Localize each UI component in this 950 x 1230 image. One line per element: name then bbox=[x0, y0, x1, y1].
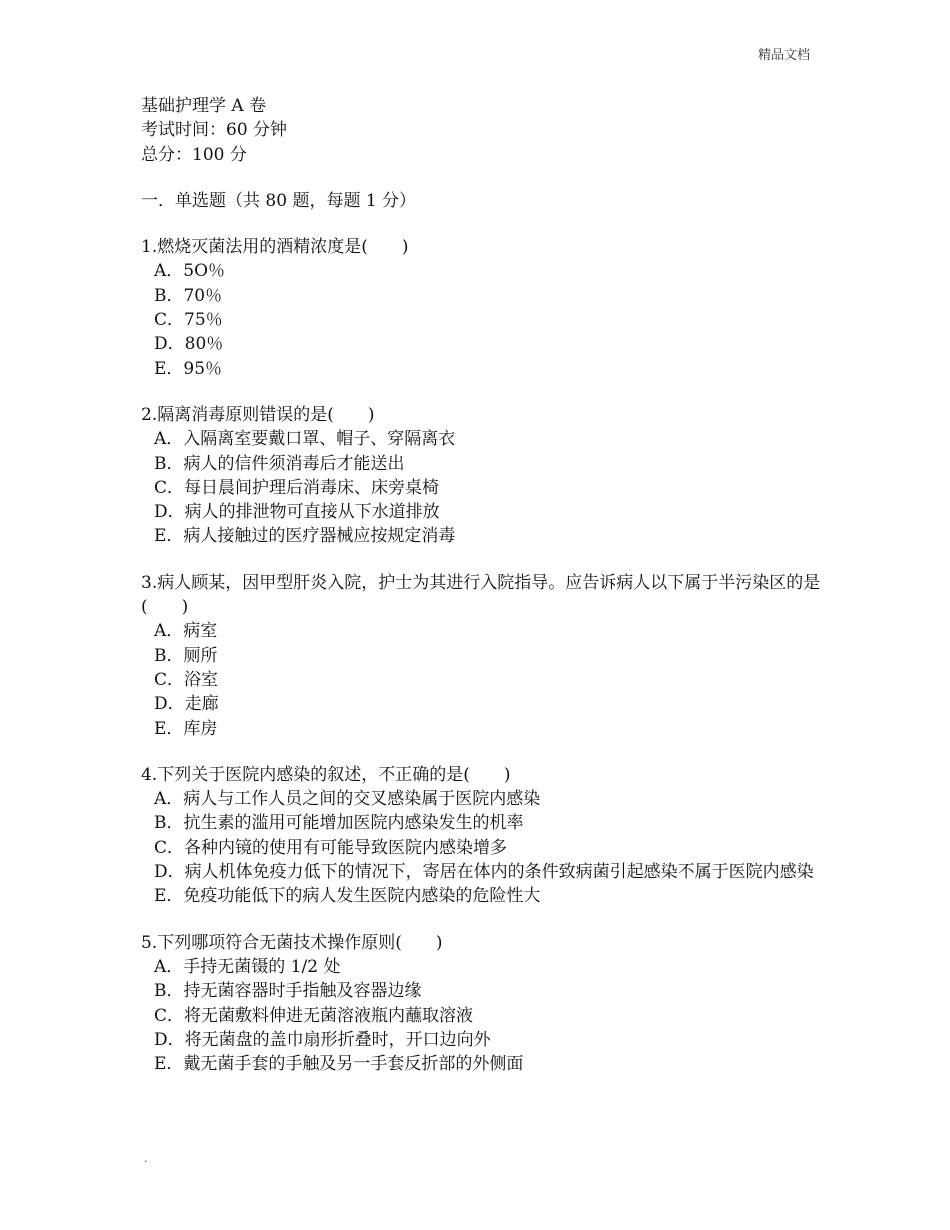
question-3 bbox=[141, 571, 821, 741]
option-a: A．病人与工作人员之间的交叉感染属于医院内感染 bbox=[154, 789, 541, 810]
question-2 bbox=[141, 403, 821, 549]
option-c: C．浴室 bbox=[154, 669, 219, 690]
document-header-mark: 精品文档 bbox=[757, 48, 810, 63]
option-c: C．75％ bbox=[154, 310, 223, 331]
option-d: D．走廊 bbox=[154, 694, 219, 715]
question-stem: 2.隔离消毒原则错误的是( ) bbox=[141, 404, 375, 425]
question-stem: 1.燃烧灭菌法用的酒精浓度是( ) bbox=[141, 237, 409, 258]
option-a: A．5O％ bbox=[154, 261, 226, 282]
option-b: B．厕所 bbox=[154, 645, 218, 666]
option-b: B．70％ bbox=[154, 285, 223, 306]
question-stem: 3.病人顾某，因甲型肝炎入院，护士为其进行入院指导。应告诉病人以下属于半污染区的是( ) bbox=[141, 572, 821, 618]
option-e: E．库房 bbox=[154, 718, 218, 739]
option-c: C．各种内镜的使用有可能导致医院内感染增多 bbox=[154, 837, 508, 858]
option-c: C．每日晨间护理后消毒床、床旁桌椅 bbox=[154, 477, 440, 498]
question-4 bbox=[141, 763, 821, 909]
option-a: A．手持无菌镊的 1/2 处 bbox=[154, 956, 341, 977]
option-d: D．80％ bbox=[154, 334, 224, 355]
exam-content bbox=[141, 94, 821, 1076]
exam-duration: 考试时间：60 分钟 bbox=[141, 120, 288, 141]
option-d: D．病人机体免疫力低下的情况下，寄居在体内的条件致病菌引起感染不属于医院内感染 bbox=[154, 862, 814, 883]
option-a: A．入隔离室要戴口罩、帽子、穿隔离衣 bbox=[154, 429, 456, 450]
option-c: C．将无菌敷料伸进无菌溶液瓶内蘸取溶液 bbox=[154, 1005, 474, 1026]
question-5 bbox=[141, 931, 821, 1077]
exam-meta bbox=[141, 94, 821, 167]
section-heading: 一．单选题（共 80 题，每题 1 分） bbox=[141, 190, 417, 211]
question-stem: 5.下列哪项符合无菌技术操作原则( ) bbox=[141, 932, 443, 953]
footer-dot: . bbox=[144, 1152, 148, 1165]
option-d: D．病人的排泄物可直接从下水道排放 bbox=[154, 502, 440, 523]
option-a: A．病室 bbox=[154, 621, 218, 642]
option-e: E．95％ bbox=[154, 358, 223, 379]
option-e: E．免疫功能低下的病人发生医院内感染的危险性大 bbox=[154, 886, 541, 907]
option-b: B．持无菌容器时手指触及容器边缘 bbox=[154, 981, 422, 1002]
exam-total-score: 总分：100 分 bbox=[141, 144, 247, 165]
option-d: D．将无菌盘的盖巾扇形折叠时，开口边向外 bbox=[154, 1029, 491, 1050]
option-e: E．戴无菌手套的手触及另一手套反折部的外侧面 bbox=[154, 1054, 524, 1075]
question-stem: 4.下列关于医院内感染的叙述，不正确的是( ) bbox=[141, 764, 511, 785]
option-e: E．病人接触过的医疗器械应按规定消毒 bbox=[154, 526, 456, 547]
question-1 bbox=[141, 235, 821, 381]
exam-title: 基础护理学 A 卷 bbox=[141, 96, 267, 116]
option-b: B．抗生素的滥用可能增加医院内感染发生的机率 bbox=[154, 813, 524, 834]
option-b: B．病人的信件须消毒后才能送出 bbox=[154, 453, 405, 474]
